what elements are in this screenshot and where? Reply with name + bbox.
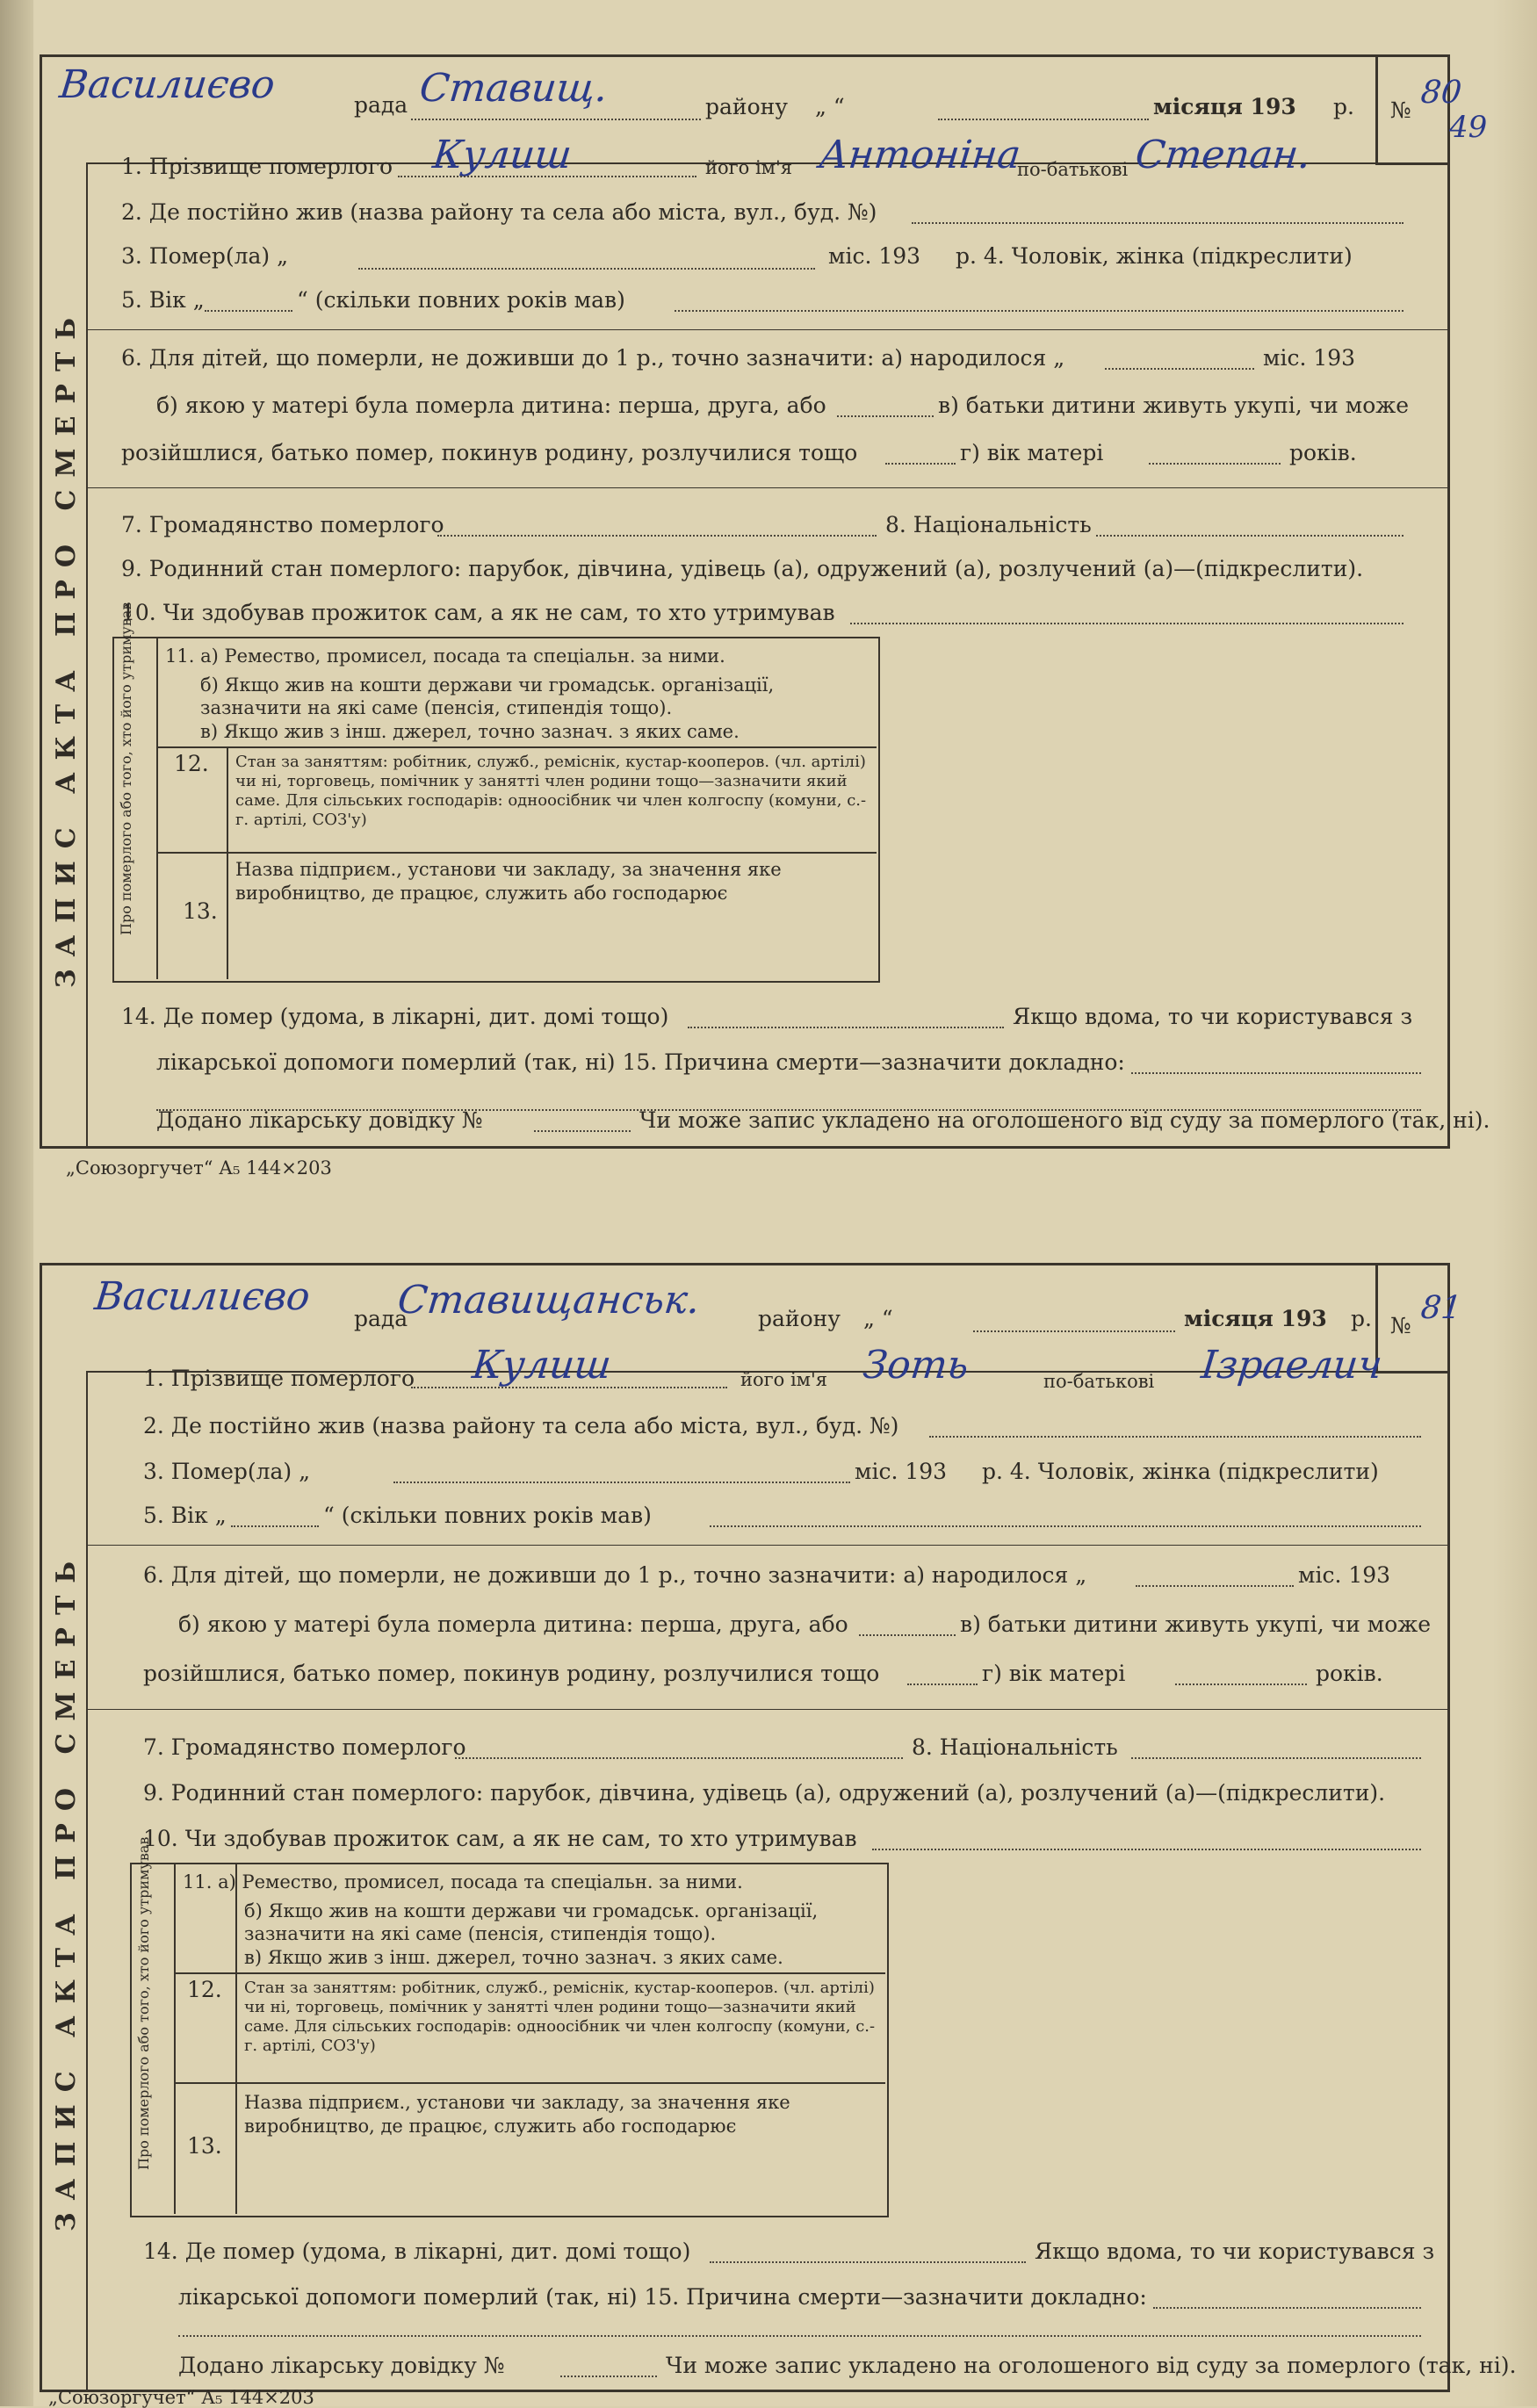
table-row-divider — [156, 746, 877, 748]
table-row-divider — [156, 852, 877, 854]
certificate-line — [560, 2376, 657, 2377]
row-11b: б) Якщо жив на кошти держави чи громадськ. організації, зазначити на які саме (пенсія, стипендія тощо). — [244, 1900, 819, 1945]
field-citizenship-label: 7. Громадянство померлого — [143, 1734, 466, 1760]
table-num-divider — [235, 1863, 237, 2214]
patronymic-value: Ізраелич — [1199, 1343, 1385, 1388]
death-place-line — [688, 1027, 1004, 1028]
council-name: Ставищ. — [417, 66, 610, 111]
mother-age-line — [1149, 463, 1281, 465]
row-12-number: 12. — [187, 1977, 222, 2002]
field-infant-month: міс. 193 — [1298, 1562, 1391, 1588]
child-order-line — [859, 1634, 956, 1636]
field-died-month: міс. 193 — [855, 1459, 948, 1484]
nationality-line — [1131, 1757, 1421, 1759]
surname-line — [398, 176, 696, 177]
died-date-line — [393, 1482, 850, 1483]
surname-value: Кулиш — [470, 1343, 614, 1388]
field-cause-label: лікарської допомоги померлий (так, ні) 15. Причина смерти—зазначити докладно: — [156, 1049, 1125, 1075]
row-11c: в) Якщо жив з інш. джерел, точно зазнач. з яких саме. — [200, 721, 740, 742]
vertical-title: ЗАПИС АКТА ПРО СМЕРТЬ — [51, 305, 82, 988]
field-surname-label: 1. Прізвище померлого — [121, 154, 393, 179]
field-death-place-label: 14. Де помер (удома, в лікарні, дит. домі тощо) — [121, 1004, 669, 1029]
age-rest-line — [675, 310, 1404, 312]
field-parents-label: в) батьки дитини живуть укупі, чи може — [960, 1611, 1432, 1637]
month-line — [938, 119, 1149, 120]
council-line — [411, 119, 701, 120]
name-value: Зоть — [861, 1343, 971, 1388]
row-12: Стан за заняттям: робітник, служб., реміснік, кустар-кооперов. (чл. артілі) чи ні, торговець, помічник у занятті член родини тощо—зазначити який саме. Для сільських господарів: одноосібник чи член колгоспу (комуни, с.-г. артілі, СОЗ'у) — [244, 1979, 876, 2055]
row-11a: 11. а) Ремество, промисел, посада та спеціальн. за ними. — [183, 1871, 743, 1893]
side-caption: Про померлого або того, хто його утримував — [118, 602, 134, 935]
field-parents-label: в) батьки дитини живуть укупі, чи може — [938, 393, 1410, 418]
field-parents-status: розійшлися, батько помер, покинув родину, розлучилися тощо — [143, 1661, 880, 1686]
field-mother-age-label: г) вік матері — [960, 440, 1104, 465]
village-name: Василиєво — [57, 62, 278, 107]
field-sex-label: р. 4. Чоловік, жінка (підкреслити) — [956, 243, 1353, 269]
field-child-order-label: б) якою у матері була померла дитина: перша, друга, або — [178, 1611, 848, 1637]
field-mother-age-label: г) вік матері — [982, 1661, 1126, 1686]
field-died-label: 3. Помер(ла) „ — [143, 1459, 311, 1484]
record-number: 80 — [1418, 75, 1463, 111]
row-12: Стан за заняттям: робітник, служб., реміснік, кустар-кооперов. (чл. артілі) чи ні, торговець, помічник у занятті член родини тощо—зазначити який саме. Для сільських господарів: одноосібник чи член колгоспу (комуни, с.-г. артілі, СОЗ'у) — [235, 753, 867, 829]
died-date-line — [358, 268, 815, 270]
divider — [86, 1709, 1447, 1710]
field-income-label: 10. Чи здобував прожиток сам, а як не сам, то хто утримував — [143, 1826, 857, 1851]
record-number: 81 — [1418, 1290, 1463, 1326]
field-court-label: Чи може запис укладено на оголошеного від суду за померлого (так, ні). — [666, 2353, 1517, 2378]
table-col-divider — [174, 1863, 176, 2214]
divider — [86, 329, 1447, 330]
field-patronymic-label: по-батькові — [1043, 1371, 1155, 1392]
age-line — [231, 1525, 319, 1527]
field-surname-label: 1. Прізвище померлого — [143, 1366, 415, 1391]
field-age-label: 5. Вік „ — [121, 287, 205, 313]
certificate-line — [534, 1130, 631, 1132]
record-number-box — [1375, 57, 1450, 165]
field-certificate-label: Додано лікарську довідку № — [178, 2353, 505, 2378]
header-quote: „ “ — [815, 94, 845, 119]
field-infant-label: 6. Для дітей, що померли, не доживши до 1 р., точно зазначити: а) народилося „ — [121, 345, 1065, 371]
residence-line — [912, 222, 1404, 224]
row-11b: б) Якщо жив на кошти держави чи громадськ. організації, зазначити на які саме (пенсія, стипендія тощо). — [200, 674, 775, 719]
record-number-label: № — [1390, 1313, 1411, 1338]
nationality-line — [1096, 535, 1404, 537]
table-num-divider — [227, 746, 228, 979]
field-nationality-label: 8. Національність — [912, 1734, 1118, 1760]
header-month: місяця 193 — [1153, 94, 1296, 119]
death-record-form-2 — [40, 1263, 1517, 2392]
vertical-title: ЗАПИС АКТА ПРО СМЕРТЬ — [51, 1548, 82, 2231]
field-age-hint: “ (скільки повних років мав) — [323, 1503, 652, 1528]
cause-line-2 — [178, 2335, 1421, 2337]
cause-line — [1131, 1072, 1421, 1074]
death-place-line — [710, 2261, 1026, 2263]
field-court-label: Чи може запис укладено на оголошеного від суду за померлого (так, ні). — [639, 1107, 1490, 1133]
child-order-line — [837, 415, 934, 417]
field-patronymic-label: по-батькові — [1017, 159, 1129, 180]
field-death-place-label: 14. Де помер (удома, в лікарні, дит. домі тощо) — [143, 2239, 691, 2264]
field-at-home-label: Якщо вдома, то чи користувався з — [1035, 2239, 1435, 2264]
field-citizenship-label: 7. Громадянство померлого — [121, 512, 444, 537]
form-footer: „Союзоргучет“ А₅ 144×203 — [48, 2387, 314, 2408]
field-cause-label: лікарської допомоги померлий (так, ні) 15. Причина смерти—зазначити докладно: — [178, 2284, 1147, 2310]
field-parents-status: розійшлися, батько помер, покинув родину, розлучилися тощо — [121, 440, 858, 465]
margin-number: 49 — [1449, 110, 1488, 145]
cause-line — [1153, 2307, 1421, 2309]
table-row-divider — [174, 1972, 885, 1974]
citizenship-line — [455, 1757, 903, 1759]
surname-line — [411, 1387, 727, 1388]
field-at-home-label: Якщо вдома, то чи користувався з — [1013, 1004, 1413, 1029]
citizenship-line — [437, 535, 877, 537]
residence-line — [929, 1436, 1421, 1438]
row-11a: 11. а) Ремество, промисел, посада та спеціальн. за ними. — [165, 645, 725, 667]
binding-spine — [0, 0, 33, 2406]
field-income-label: 10. Чи здобував прожиток сам, а як не сам, то хто утримував — [121, 600, 835, 625]
header-r: р. — [1333, 94, 1354, 119]
council-name: Ставищанськ. — [395, 1278, 703, 1323]
surname-value: Кулиш — [430, 133, 574, 177]
form-footer: „Союзоргучет“ А₅ 144×203 — [66, 1157, 332, 1179]
infant-birth-line — [1136, 1585, 1294, 1587]
vertical-divider — [86, 1371, 88, 2390]
infant-birth-line — [1105, 368, 1254, 370]
field-age-hint: “ (скільки повних років мав) — [297, 287, 625, 313]
field-years: років. — [1289, 440, 1357, 465]
record-number-label: № — [1390, 97, 1411, 123]
row-12-number: 12. — [174, 751, 209, 776]
header-rada: рада — [354, 92, 408, 118]
row-13: Назва підприєм., установи чи закладу, за значення яке виробництво, де працює, служить або господарює — [244, 2092, 790, 2138]
field-residence-label: 2. Де постійно жив (назва району та села або міста, вул., буд. №) — [143, 1413, 899, 1438]
name-value: Антоніна — [817, 133, 1023, 177]
header-raion: району — [705, 94, 788, 119]
field-marital-label: 9. Родинний стан померлого: парубок, дівчина, удівець (а), одружений (а), розлучений (а)—(підкреслити). — [121, 556, 1364, 581]
field-marital-label: 9. Родинний стан померлого: парубок, дівчина, удівець (а), одружений (а), розлучений (а)—(підкреслити). — [143, 1780, 1386, 1806]
month-line — [973, 1330, 1175, 1332]
field-age-label: 5. Вік „ — [143, 1503, 227, 1528]
row-13: Назва підприєм., установи чи закладу, за значення яке виробництво, де працює, служить або господарює — [235, 859, 782, 905]
header-month: місяця 193 — [1184, 1306, 1327, 1331]
table-row-divider — [174, 2082, 885, 2084]
age-rest-line — [710, 1525, 1421, 1527]
field-died-month: міс. 193 — [828, 243, 921, 269]
age-line — [205, 310, 292, 312]
field-name-label: його ім'я — [740, 1369, 828, 1390]
income-line — [850, 623, 1404, 624]
field-child-order-label: б) якою у матері була померла дитина: перша, друга, або — [156, 393, 826, 418]
field-infant-label: 6. Для дітей, що померли, не доживши до 1 р., точно зазначити: а) народилося „ — [143, 1562, 1087, 1588]
field-residence-label: 2. Де постійно жив (назва району та села або міста, вул., буд. №) — [121, 199, 877, 225]
vertical-divider — [86, 162, 88, 1146]
header-r: р. — [1351, 1306, 1372, 1331]
parents-line — [885, 463, 956, 465]
field-sex-label: р. 4. Чоловік, жінка (підкреслити) — [982, 1459, 1379, 1484]
income-line — [872, 1849, 1421, 1850]
village-name: Василиєво — [92, 1274, 313, 1319]
header-raion: району — [758, 1306, 841, 1331]
parents-line — [907, 1683, 978, 1685]
table-col-divider — [156, 637, 158, 979]
row-11c: в) Якщо жив з інш. джерел, точно зазнач. з яких саме. — [244, 1947, 783, 1968]
row-13-number: 13. — [183, 898, 218, 924]
header-rada: рада — [354, 1306, 408, 1331]
side-caption: Про померлого або того, хто його утримував — [135, 1836, 152, 2170]
field-nationality-label: 8. Національність — [885, 512, 1092, 537]
field-certificate-label: Додано лікарську довідку № — [156, 1107, 483, 1133]
field-name-label: його ім'я — [705, 157, 793, 178]
divider — [86, 487, 1447, 488]
divider — [86, 1545, 1447, 1546]
patronymic-value: Степан. — [1133, 133, 1313, 177]
field-infant-month: міс. 193 — [1263, 345, 1356, 371]
header-quote: „ “ — [863, 1306, 893, 1331]
field-years: років. — [1316, 1661, 1383, 1686]
mother-age-line — [1175, 1683, 1307, 1685]
field-died-label: 3. Помер(ла) „ — [121, 243, 289, 269]
row-13-number: 13. — [187, 2133, 222, 2159]
